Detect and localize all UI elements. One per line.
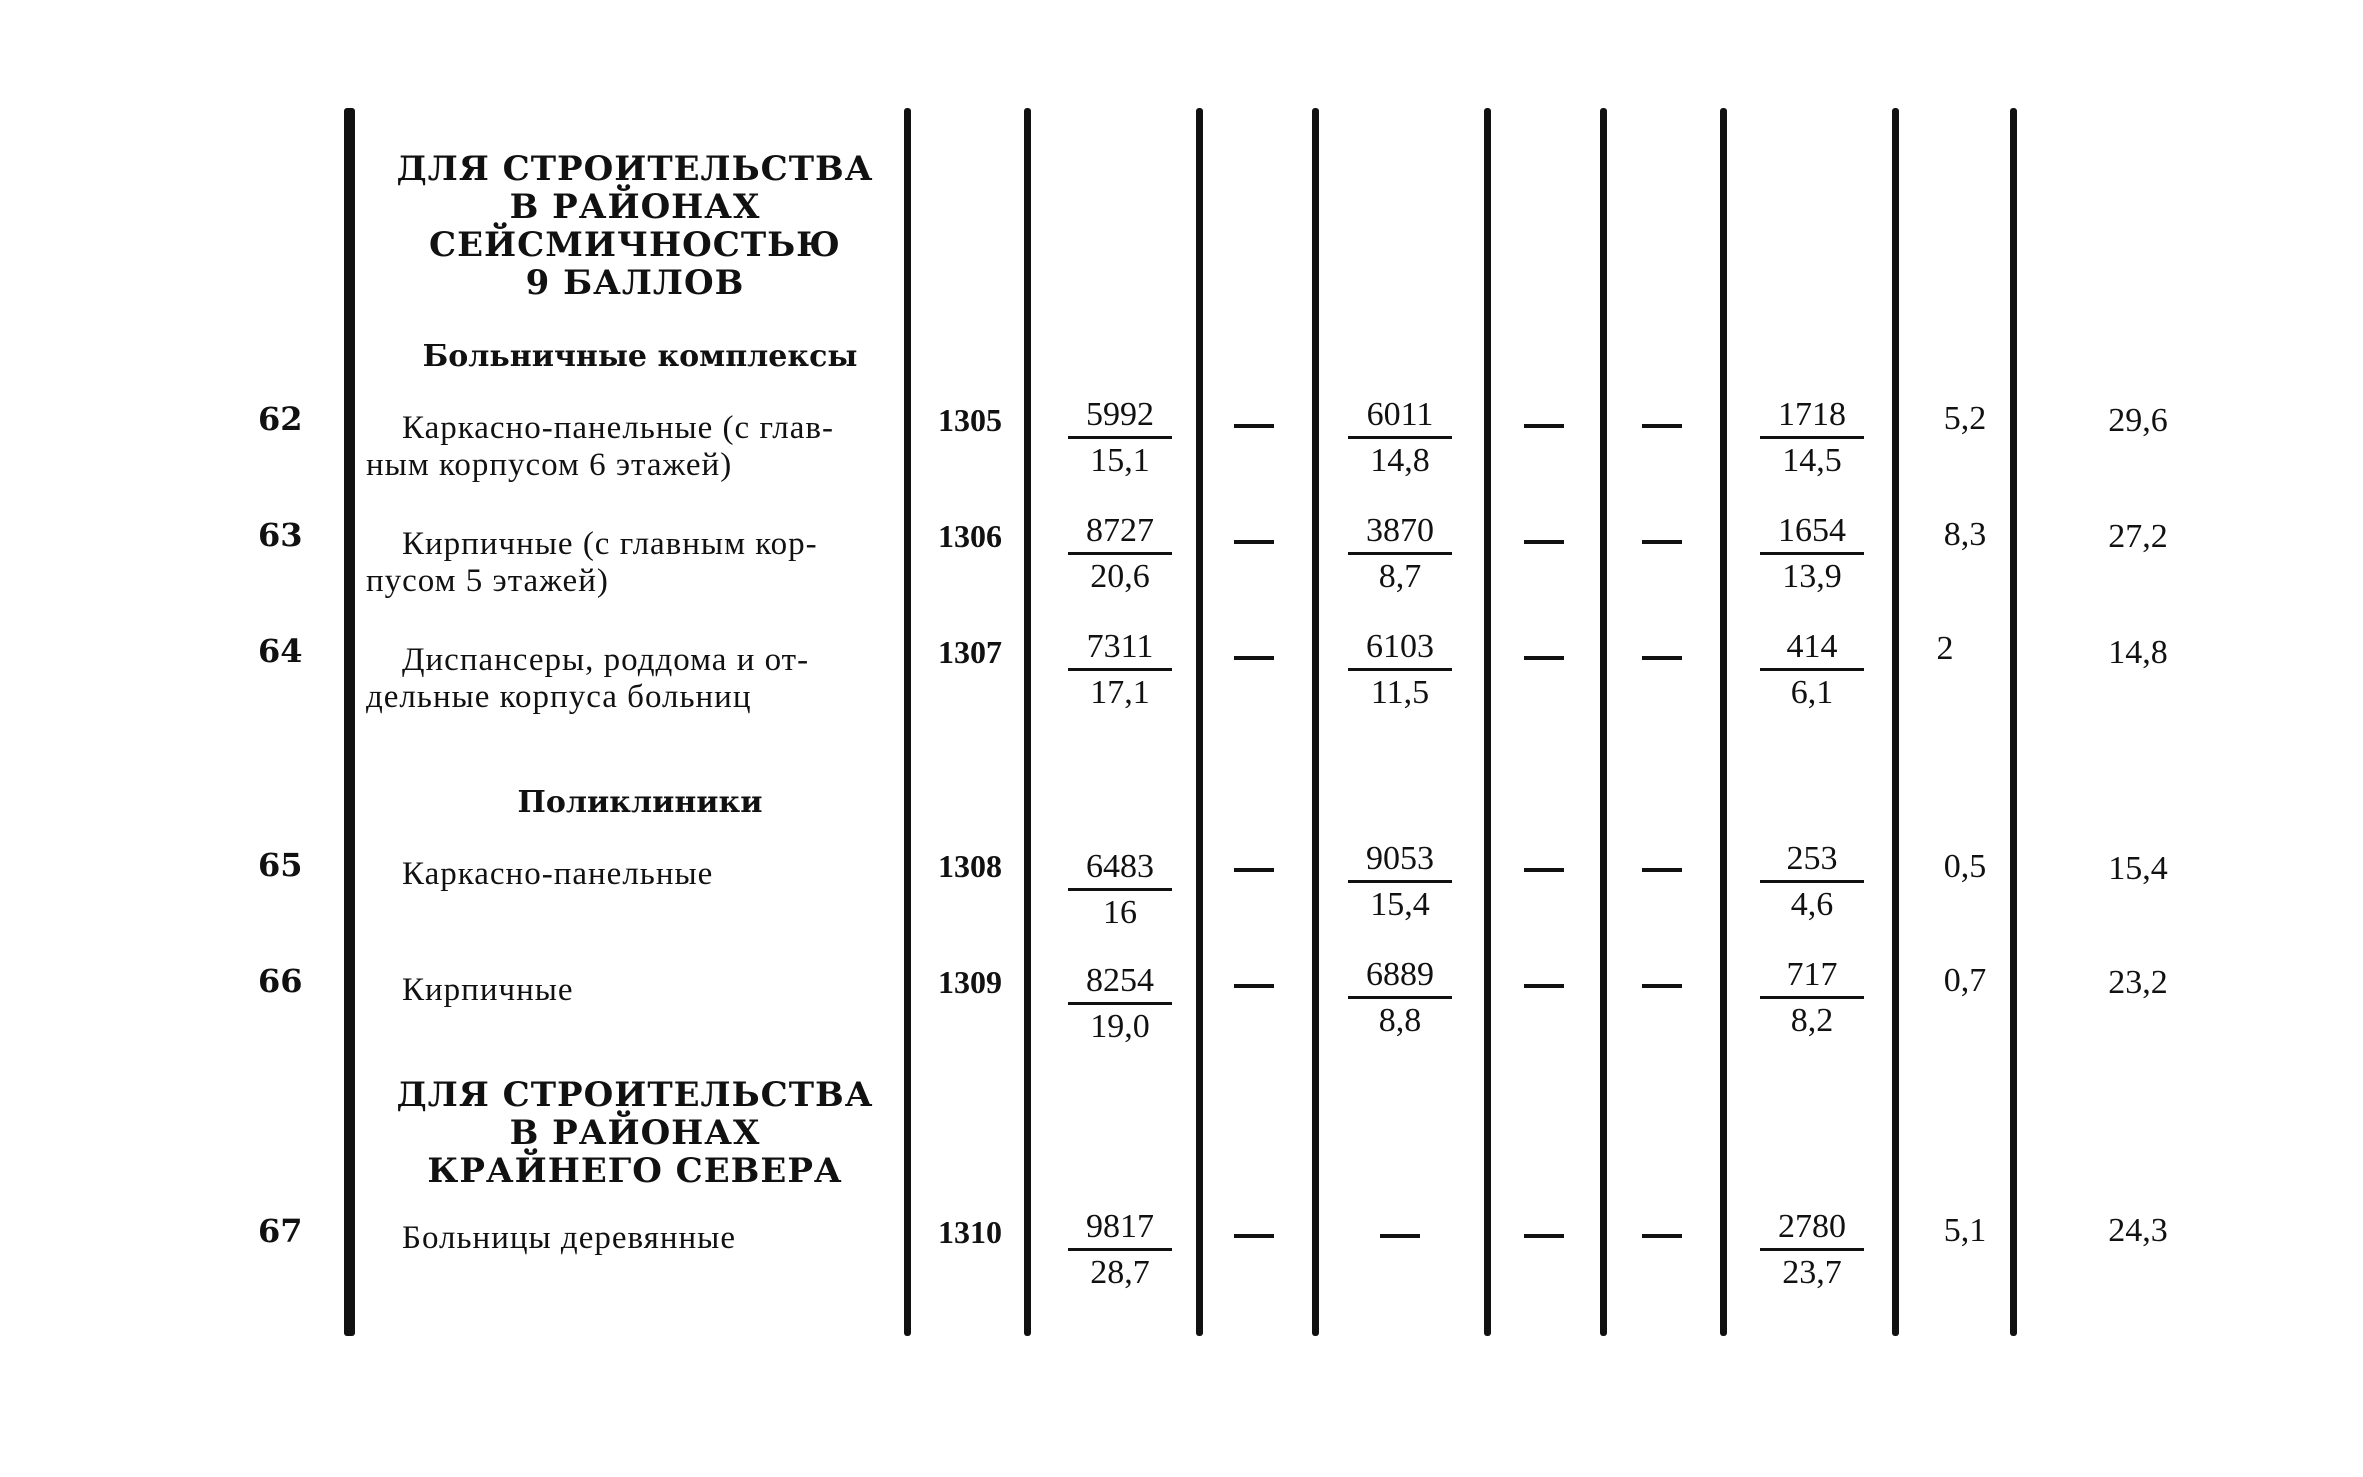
- column-rule: [1484, 108, 1491, 1336]
- fraction-value: 1718 14,5: [1752, 396, 1872, 480]
- dash-cell: [1524, 984, 1564, 988]
- heading-line: В РАЙОНАХ: [509, 1113, 761, 1153]
- column-rule: [2010, 108, 2017, 1336]
- fraction-value: 717 8,2: [1752, 956, 1872, 1040]
- dash-cell: [1642, 1234, 1682, 1238]
- fraction-value: 9817 28,7: [1060, 1208, 1180, 1292]
- column-rule: [1024, 108, 1031, 1336]
- row-code: 1308: [938, 848, 1002, 884]
- value-cell: 5,2: [1943, 400, 1987, 437]
- value-cell: 0,7: [1943, 962, 1987, 999]
- value-cell: 27,2: [2108, 518, 2168, 555]
- value-cell: 5,1: [1943, 1212, 1987, 1249]
- row-number: 65: [258, 846, 303, 884]
- row-number: 67: [258, 1212, 303, 1250]
- dash-cell: [1642, 868, 1682, 872]
- heading-line: ДЛЯ СТРОИТЕЛЬСТВА: [396, 1075, 874, 1115]
- row-number: 64: [258, 632, 303, 670]
- value-cell: 15,4: [2108, 850, 2168, 887]
- heading-line: 9 БАЛЛОВ: [525, 263, 745, 303]
- value-cell: 0,5: [1943, 848, 1987, 885]
- row-number: 62: [258, 400, 303, 438]
- row-description: Кирпичные: [402, 972, 574, 1008]
- row-number: 63: [258, 516, 303, 554]
- dash-cell: [1642, 540, 1682, 544]
- dash-cell: [1234, 424, 1274, 428]
- dash-cell: [1642, 424, 1682, 428]
- heading-line: ДЛЯ СТРОИТЕЛЬСТВА: [396, 149, 874, 189]
- dash-cell: [1234, 656, 1274, 660]
- dash-cell: [1524, 868, 1564, 872]
- value-cell: 2: [1936, 630, 1954, 667]
- fraction-value: 9053 15,4: [1340, 840, 1460, 924]
- dash-cell: [1524, 424, 1564, 428]
- section-heading: [360, 150, 910, 302]
- subheading: Больничные комплексы: [422, 339, 858, 374]
- fraction-value: 6011 14,8: [1340, 396, 1460, 480]
- value-cell: 8,3: [1943, 516, 1987, 553]
- row-description: Каркасно-панельные (с глав- ным корпусом 6 этажей): [366, 410, 834, 483]
- fraction-value: 414 6,1: [1752, 628, 1872, 712]
- section-heading: [360, 1076, 910, 1190]
- row-description: Диспансеры, роддома и от- дельные корпуса больниц: [366, 642, 810, 715]
- fraction-value: 1654 13,9: [1752, 512, 1872, 596]
- heading-line: В РАЙОНАХ: [509, 187, 761, 227]
- fraction-value: 5992 15,1: [1060, 396, 1180, 480]
- dash-cell: [1234, 984, 1274, 988]
- value-cell: 14,8: [2108, 634, 2168, 671]
- dash-cell: [1524, 1234, 1564, 1238]
- row-code: 1310: [938, 1214, 1002, 1250]
- fraction-value: 7311 17,1: [1060, 628, 1180, 712]
- fraction-value: 6889 8,8: [1340, 956, 1460, 1040]
- row-number: 66: [258, 962, 303, 1000]
- column-rule: [1892, 108, 1899, 1336]
- column-rule: [1196, 108, 1203, 1336]
- row-description: Больницы деревянные: [402, 1220, 736, 1256]
- heading-line: КРАЙНЕГО СЕВЕРА: [427, 1151, 843, 1191]
- value-cell: 29,6: [2108, 402, 2168, 439]
- fraction-value: 8727 20,6: [1060, 512, 1180, 596]
- column-rule: [344, 108, 355, 1336]
- row-code: 1307: [938, 634, 1002, 670]
- fraction-value: 253 4,6: [1752, 840, 1872, 924]
- dash-cell: [1234, 1234, 1274, 1238]
- row-description: Каркасно-панельные: [402, 856, 714, 892]
- subheading: Поликлиники: [517, 785, 763, 820]
- row-code: 1309: [938, 964, 1002, 1000]
- row-description: Кирпичные (с главным кор- пусом 5 этажей): [366, 526, 818, 599]
- row-code: 1306: [938, 518, 1002, 554]
- column-rule: [1720, 108, 1727, 1336]
- dash-cell: [1234, 868, 1274, 872]
- dash-cell: [1380, 1234, 1420, 1238]
- column-rule: [1600, 108, 1607, 1336]
- dash-cell: [1524, 656, 1564, 660]
- fraction-value: 8254 19,0: [1060, 962, 1180, 1046]
- fraction-value: 6103 11,5: [1340, 628, 1460, 712]
- dash-cell: [1234, 540, 1274, 544]
- heading-line: СЕЙСМИЧНОСТЬЮ: [429, 225, 841, 265]
- dash-cell: [1642, 984, 1682, 988]
- value-cell: 24,3: [2108, 1212, 2168, 1249]
- dash-cell: [1642, 656, 1682, 660]
- dash-cell: [1524, 540, 1564, 544]
- fraction-value: 6483 16: [1060, 848, 1180, 932]
- fraction-value: 2780 23,7: [1752, 1208, 1872, 1292]
- fraction-value: 3870 8,7: [1340, 512, 1460, 596]
- value-cell: 23,2: [2108, 964, 2168, 1001]
- row-code: 1305: [938, 402, 1002, 438]
- column-rule: [1312, 108, 1319, 1336]
